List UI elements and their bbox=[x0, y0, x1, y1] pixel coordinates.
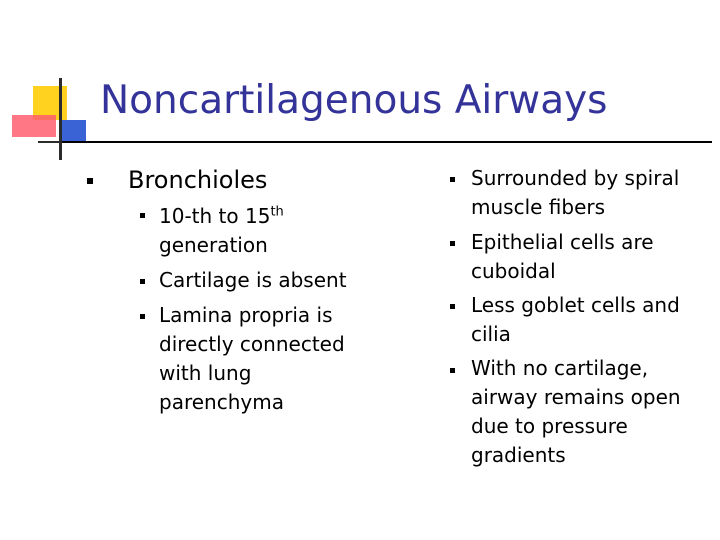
left-item-3: Lamina propria is directly connected with lung parenchyma bbox=[159, 303, 345, 414]
right-item-1: Surrounded by spiral muscle fibers bbox=[471, 166, 680, 219]
bullet-square-icon bbox=[450, 304, 455, 309]
bullet-square-icon bbox=[450, 368, 455, 373]
decor-vertical-line bbox=[59, 78, 62, 160]
bullet-square-icon bbox=[140, 314, 145, 319]
bullet-square-icon bbox=[450, 177, 455, 182]
bullet-square-icon bbox=[450, 241, 455, 246]
bullet-square-icon bbox=[87, 178, 93, 184]
left-heading: Bronchioles bbox=[128, 166, 268, 194]
right-item-2: Epithelial cells are cuboidal bbox=[471, 230, 654, 283]
slide-title: Noncartilagenous Airways bbox=[100, 78, 608, 123]
title-underline bbox=[62, 141, 712, 143]
left-item-1-text: 10-th to 15 bbox=[159, 204, 271, 228]
left-item-1-text-after: generation bbox=[159, 233, 268, 257]
blue-square bbox=[60, 120, 86, 142]
right-item-3: Less goblet cells and cilia bbox=[471, 293, 680, 346]
slide-decoration bbox=[0, 0, 100, 170]
bullet-square-icon bbox=[140, 279, 145, 284]
bullet-square-icon bbox=[140, 213, 145, 218]
left-item-1 bbox=[159, 202, 374, 260]
left-item-1-sup: th bbox=[270, 204, 284, 220]
red-square bbox=[12, 115, 56, 137]
right-item-4: With no cartilage, airway remains open due to pressure gradients bbox=[471, 356, 681, 467]
left-item-2: Cartilage is absent bbox=[159, 268, 347, 292]
